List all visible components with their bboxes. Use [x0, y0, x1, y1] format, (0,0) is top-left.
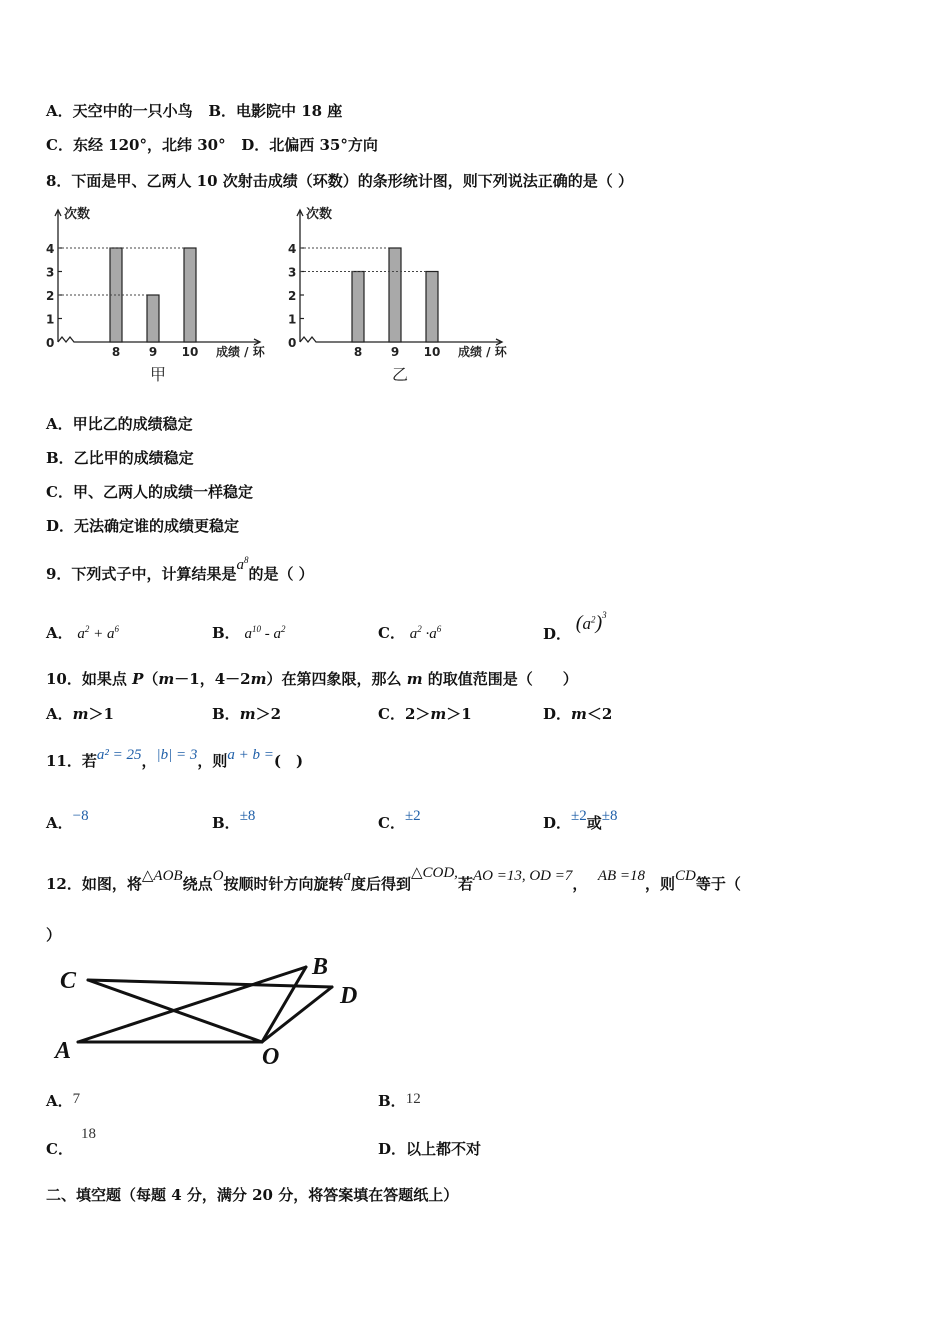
q11-option-b: B．±8: [212, 808, 256, 832]
yi-y-label: 次数: [306, 207, 333, 222]
jia-y-label: 次数: [64, 207, 91, 222]
q7-options-row1: [46, 100, 342, 121]
jia-x-label: 成绩 / 环: [216, 345, 265, 359]
jia-y-tick-0: 0: [46, 336, 55, 350]
jia-bar-10: [184, 248, 196, 342]
jia-y-tick-3: 3: [46, 265, 55, 280]
jia-y-tick-1: 1: [46, 312, 55, 327]
q11-expression: a + b =: [227, 747, 274, 763]
yi-x-tick-8: 8: [353, 345, 363, 359]
label-d: D: [340, 983, 358, 1009]
q9-option-d: D． $(a^2)^3$: [543, 610, 607, 643]
q8-option-d: D．无法确定谁的成绩更稳定: [46, 517, 240, 535]
q11-option-d: D．±2或±8: [543, 808, 618, 832]
q7-options-row2: [46, 134, 378, 155]
jia-x-tick-9: 9: [148, 345, 158, 359]
q9-target: $a^8$: [236, 555, 249, 573]
jia-title: 甲: [149, 365, 167, 384]
q11-stem: 11．若a² = 25，|b| = 3，则a + b =( ): [46, 747, 304, 770]
segment-ab: [78, 967, 306, 1042]
chart-yi: [288, 206, 508, 384]
jia-x-tick-8: 8: [111, 345, 121, 359]
label-a: A: [55, 1038, 72, 1064]
q9-option-c: C． $a^2 \cdot a^6$: [378, 624, 442, 642]
q8-option-a: A．甲比乙的成绩稳定: [46, 415, 193, 433]
q11-condition-b: |b| = 3: [156, 747, 198, 763]
q9-option-a: A． $a^2 + a^6$: [46, 624, 120, 642]
jia-bar-9: [147, 295, 159, 342]
yi-y-tick-4: 4: [288, 242, 297, 256]
q8-option-c: C．甲、乙两人的成绩一样稳定: [46, 483, 253, 501]
q9-option-b: B． $a^{10} - a^2$: [212, 624, 286, 642]
yi-y-tick-1: 1: [288, 312, 297, 327]
q12-option-d: D．以上都不对: [378, 1140, 482, 1158]
q10-option-b: B．m＞2: [212, 705, 281, 723]
jia-y-tick-2: 2: [46, 289, 55, 303]
q12-option-b: B．12: [378, 1091, 421, 1110]
q12-figure: [50, 950, 380, 1070]
label-b: B: [312, 954, 329, 980]
q9-stem: 9．下列式子中，计算结果是$a^8$的是（ ）: [46, 555, 314, 583]
q7-option-c: C．东经 120°，北纬 30°: [46, 136, 226, 154]
yi-x-label: 成绩 / 环: [458, 345, 507, 359]
q10-option-d: D．m＜2: [543, 705, 613, 723]
yi-y-tick-2: 2: [288, 289, 297, 303]
label-o: O: [262, 1044, 280, 1070]
yi-x-tick-9: 9: [390, 345, 400, 359]
q12-stem-close: ）: [46, 926, 62, 944]
q7-option-a: A．天空中的一只小鸟: [46, 102, 193, 120]
q10-option-c: C．2＞m＞1: [378, 705, 472, 723]
yi-y-tick-3: 3: [288, 265, 297, 280]
yi-bar-8: [352, 272, 364, 343]
q8-stem: 8．下面是甲、乙两人 10 次射击成绩（环数）的条形统计图，则下列说法正确的是（ ）: [46, 172, 633, 190]
q12-option-a: A．7: [46, 1091, 81, 1110]
jia-x-tick-10: 10: [181, 345, 199, 359]
q8-option-b: B．乙比甲的成绩稳定: [46, 449, 194, 467]
q12-option-c: C．18: [46, 1126, 96, 1158]
q11-option-c: C．±2: [378, 808, 421, 832]
chart-jia: [46, 206, 266, 384]
yi-title: 乙: [391, 365, 409, 384]
q11-condition-a: a² = 25: [96, 747, 142, 763]
q8-charts: [40, 200, 560, 400]
yi-bar-10: [426, 272, 438, 343]
q12-stem: 12．如图，将△AOB绕点O按顺时针方向旋转a度后得到△COD,若AO =13, OD =7， AB =18，则CD等于（: [46, 865, 741, 893]
yi-y-tick-0: 0: [288, 336, 297, 350]
segment-do: [262, 987, 332, 1042]
yi-bar-9: [389, 248, 401, 342]
jia-y-tick-4: 4: [46, 242, 55, 256]
q10-stem: 10．如果点 P（m－1，4－2m）在第四象限，那么 m 的取值范围是（ ）: [46, 670, 578, 688]
section-2-heading: 二、填空题（每题 4 分，满分 20 分，将答案填在答题纸上）: [46, 1186, 459, 1204]
q10-option-a: A．m＞1: [46, 705, 114, 723]
label-c: C: [60, 968, 77, 994]
q7-option-b: B．电影院中 18 座: [208, 102, 343, 120]
q11-option-a: A．−8: [46, 808, 89, 832]
yi-x-tick-10: 10: [423, 345, 441, 359]
q7-option-d: D．北偏西 35°方向: [241, 136, 378, 154]
